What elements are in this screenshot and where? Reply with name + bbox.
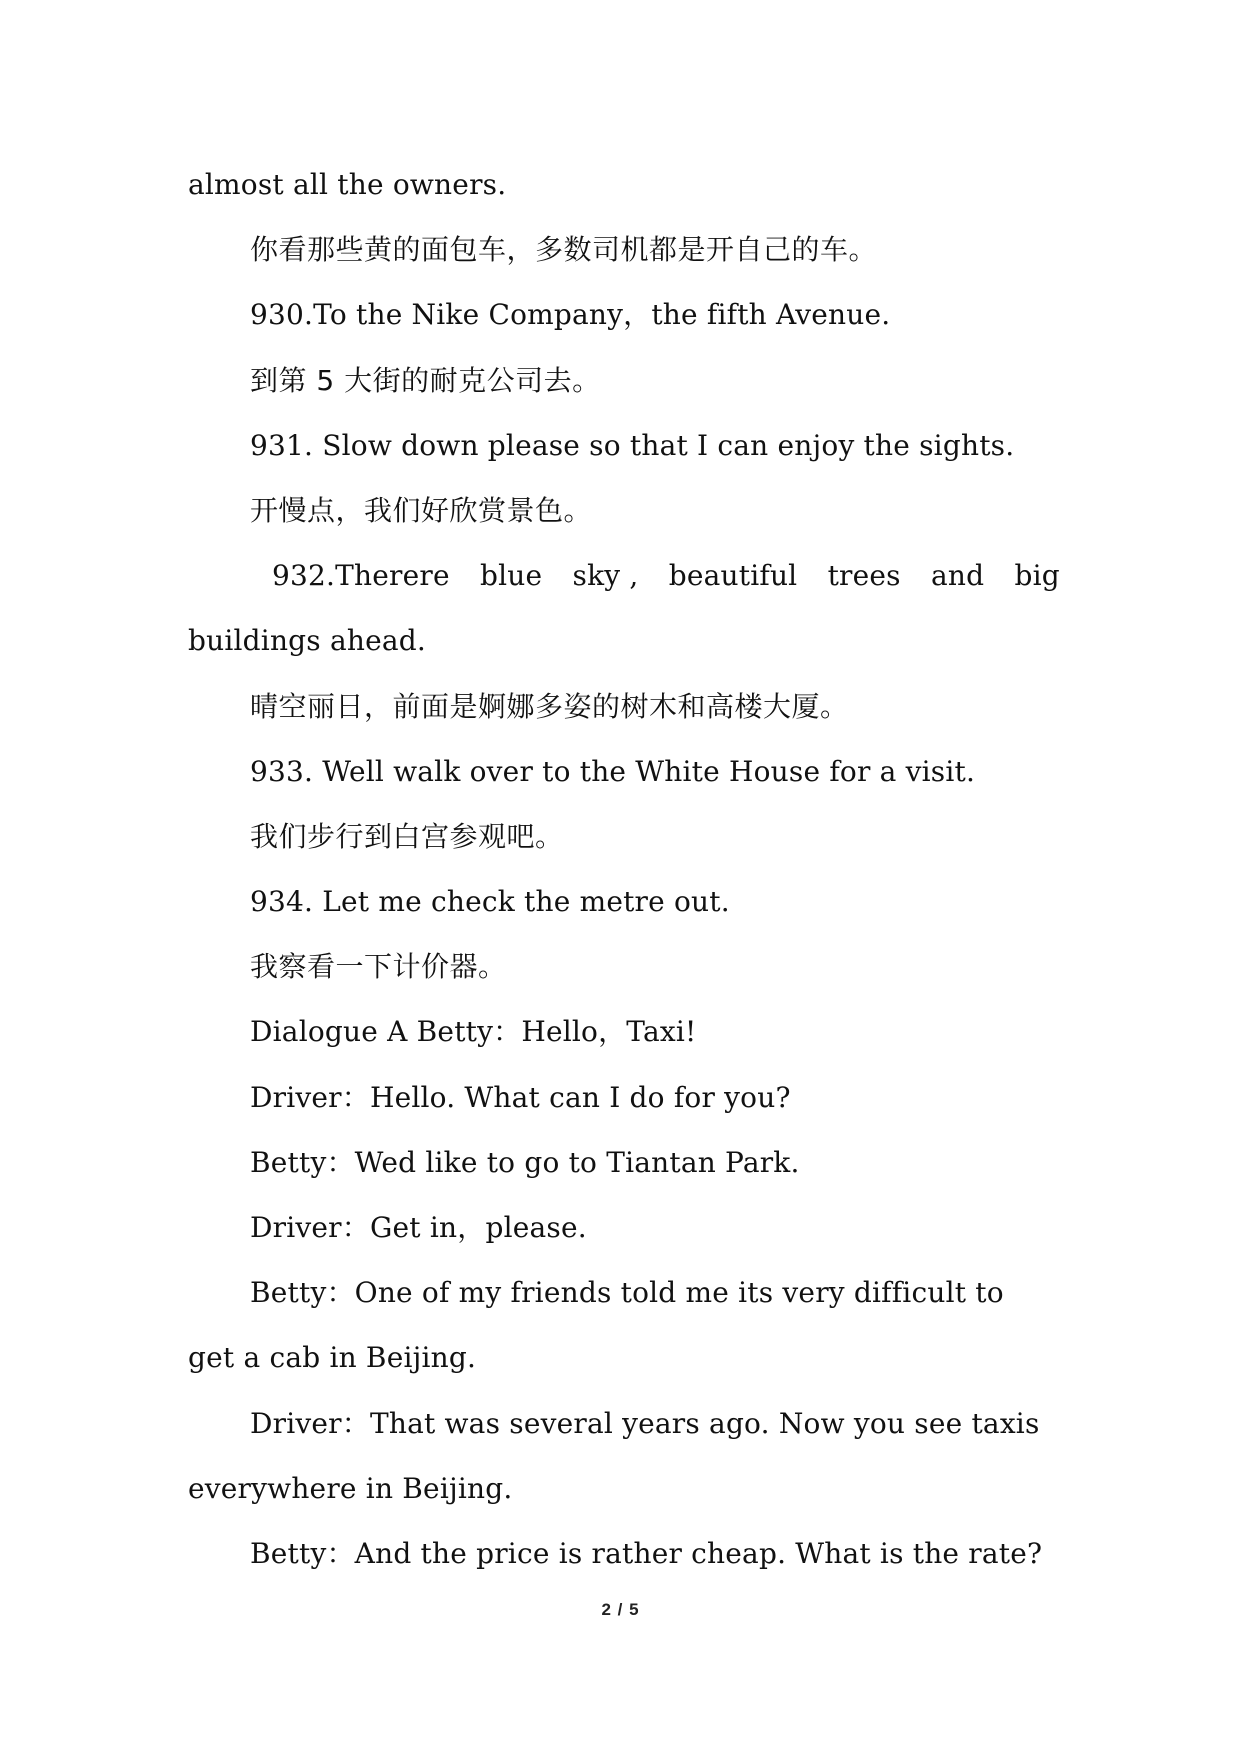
text-line: buildings ahead.	[188, 624, 426, 658]
text-line: Driver：Get in，please.	[250, 1211, 587, 1244]
text-line: 你看那些黄的面包车，多数司机都是开自己的车。	[250, 233, 878, 267]
text-line: 934. Let me check the metre out.	[250, 885, 730, 919]
text-line: almost all the owners.	[188, 168, 507, 201]
word: big	[1014, 559, 1060, 593]
text-line: Betty：And the price is rather cheap. What is the rate?	[250, 1536, 1043, 1570]
word: blue	[479, 559, 543, 593]
word: 932.Therere	[272, 559, 450, 593]
document-body	[188, 158, 1060, 1592]
text-line: 931. Slow down please so that I can enjoy the sights.	[250, 428, 1015, 462]
text-line: 我们步行到白宫参观吧。	[250, 819, 564, 853]
text-line: Betty：Wed like to go to Tiantan Park.	[250, 1145, 800, 1179]
text-line: 到第 5 大街的耐克公司去。	[250, 363, 601, 397]
text-line: 933. Well walk over to the White House for a visit.	[250, 754, 976, 788]
text-line: get a cab in Beijing.	[188, 1341, 477, 1375]
page-number: 2 / 5	[601, 1600, 640, 1619]
text-line: Driver：That was several years ago. Now you see taxis	[250, 1406, 1040, 1440]
word: sky ,	[572, 559, 639, 593]
word: trees	[827, 559, 901, 593]
text-line: 开慢点，我们好欣赏景色。	[250, 493, 593, 527]
text-line: 晴空丽日，前面是婀娜多姿的树木和高楼大厦。	[250, 689, 849, 723]
text-line: everywhere in Beijing.	[188, 1471, 513, 1505]
text-line: 我察看一下计价器。	[250, 950, 507, 984]
word: beautiful	[668, 559, 798, 593]
text-line: Dialogue A Betty：Hello，Taxi!	[250, 1015, 697, 1049]
text-line: Driver：Hello. What can I do for you?	[250, 1080, 791, 1114]
word: and	[931, 559, 985, 593]
text-line: 930.To the Nike Company，the fifth Avenue.	[250, 298, 891, 332]
justified-text-line	[188, 549, 1060, 614]
text-line: Betty：One of my friends told me its very difficult to	[250, 1276, 1004, 1310]
